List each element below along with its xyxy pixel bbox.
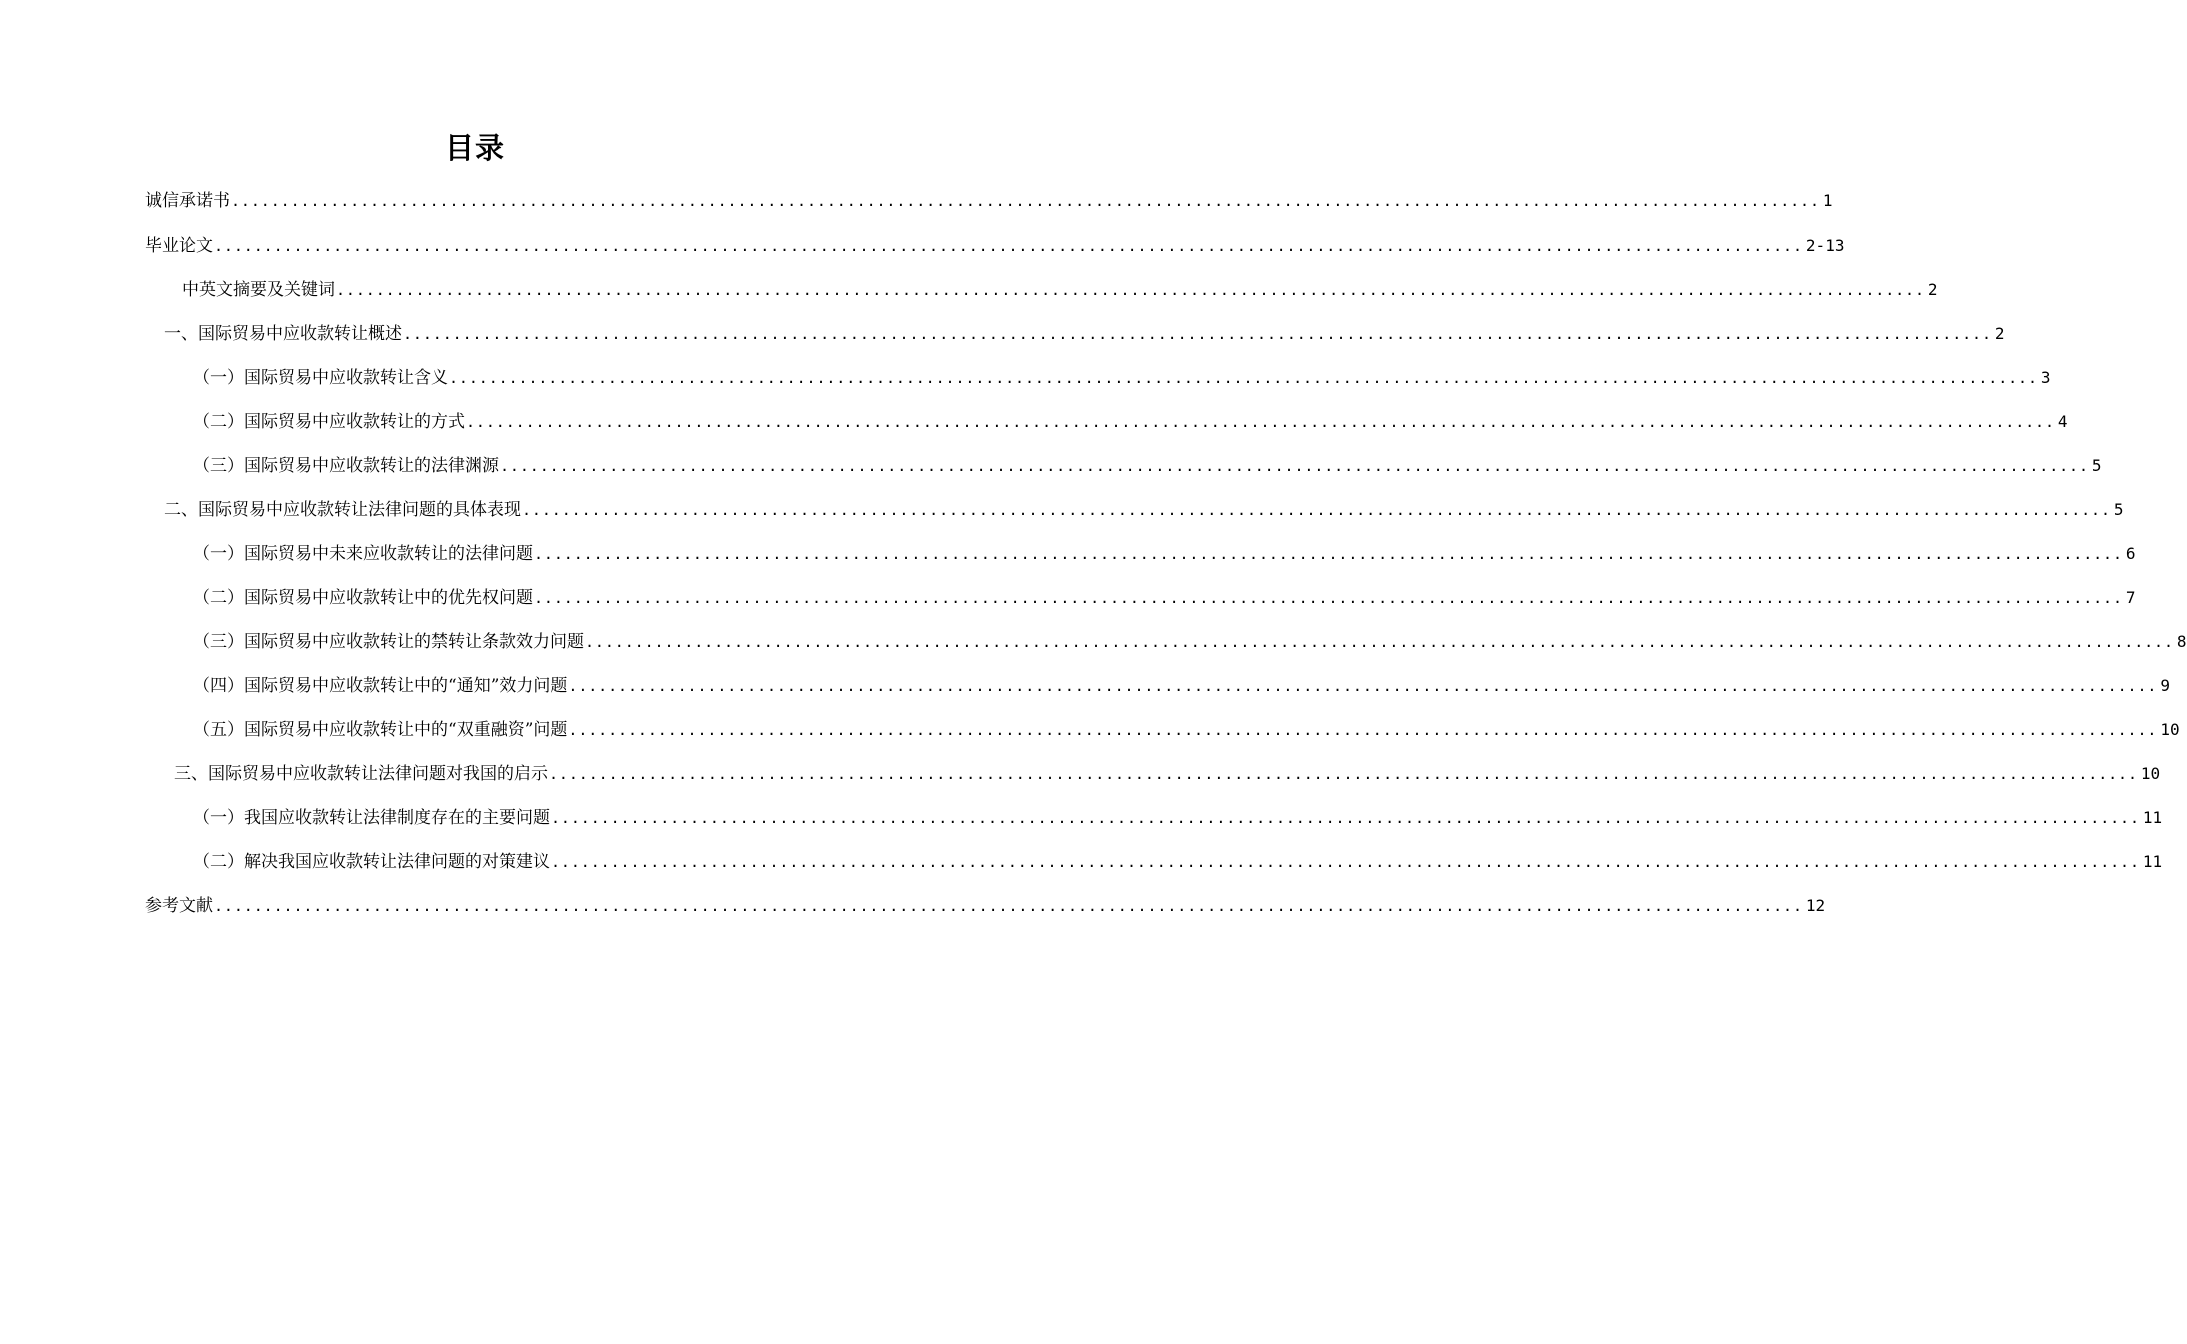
toc-dot-leader: ................................................................................................................................................................ [466, 413, 2055, 431]
toc-entry-label: （一）国际贸易中未来应收款转让的法律问题 [193, 544, 533, 564]
toc-entry-label: 中英文摘要及关键词 [182, 280, 335, 300]
toc-entry-label: 二、国际贸易中应收款转让法律问题的具体表现 [164, 500, 521, 520]
toc-entry-page: 12 [1805, 896, 1826, 915]
toc-dot-leader: ................................................................................................................................................................ [500, 457, 2089, 475]
toc-entry-section-1[interactable] [164, 320, 2005, 348]
toc-dot-leader: ................................................................................................................................................................ [551, 853, 2140, 871]
toc-entry-page: 10 [2160, 720, 2180, 739]
toc-entry-references[interactable] [145, 892, 1826, 920]
toc-entry-section-2-3[interactable] [193, 628, 2187, 656]
toc-dot-leader: ................................................................................................................................................................ [585, 633, 2174, 651]
toc-entry-label: （五）国际贸易中应收款转让中的“双重融资”问题 [193, 720, 568, 740]
toc-dot-leader: ................................................................................................................................................................ [522, 501, 2111, 519]
toc-entry-label: （三）国际贸易中应收款转让的法律渊源 [193, 456, 499, 476]
toc-entry-page: 11 [2142, 852, 2163, 871]
toc-dot-leader: ................................................................................................................................................................ [534, 545, 2123, 563]
toc-entry-section-3-1[interactable] [193, 804, 2163, 832]
toc-entry-label: （四）国际贸易中应收款转让中的“通知”效力问题 [193, 676, 568, 696]
toc-dot-leader: ................................................................................................................................................................ [449, 369, 2038, 387]
toc-entry-label: （二）国际贸易中应收款转让中的优先权问题 [193, 588, 533, 608]
toc-entry-page: 9 [2160, 676, 2170, 695]
toc-title: 目录 [444, 131, 505, 165]
toc-entry-abstract[interactable] [182, 276, 1938, 304]
toc-entry-label: 参考文献 [145, 896, 213, 916]
toc-entry-section-3[interactable] [174, 760, 2161, 788]
toc-entry-section-1-3[interactable] [193, 452, 2102, 480]
toc-entry-page: 4 [2057, 412, 2068, 431]
toc-entry-section-1-2[interactable] [193, 408, 2068, 436]
toc-entry-label: 一、国际贸易中应收款转让概述 [164, 324, 402, 344]
toc-entry-page: 5 [2113, 500, 2124, 519]
toc-dot-leader: ................................................................................................................................................................ [568, 721, 2158, 739]
toc-entry-section-3-2[interactable] [193, 848, 2163, 876]
toc-entry-label: 毕业论文 [145, 236, 213, 256]
toc-entry-label: （三）国际贸易中应收款转让的禁转让条款效力问题 [193, 632, 584, 652]
toc-entry-page: 3 [2040, 368, 2051, 387]
toc-entry-page: 7 [2125, 588, 2136, 607]
toc-entry-page: 1 [1822, 191, 1833, 210]
toc-dot-leader: ................................................................................................................................................................ [551, 809, 2140, 827]
toc-entry-page: 11 [2142, 808, 2163, 827]
toc-entry-label: 三、国际贸易中应收款转让法律问题对我国的启示 [174, 764, 548, 784]
toc-entry-page: 8 [2176, 632, 2187, 651]
toc-entry-section-2[interactable] [164, 496, 2124, 524]
toc-entry-page: 2-13 [1805, 236, 1845, 255]
toc-dot-leader: ................................................................................................................................................................ [336, 281, 1925, 299]
toc-entry-integrity-pledge[interactable] [145, 187, 1833, 215]
toc-entry-label: （一）国际贸易中应收款转让含义 [193, 368, 448, 388]
toc-dot-leader: ................................................................................................................................................................ [403, 325, 1992, 343]
toc-entry-label: （二）国际贸易中应收款转让的方式 [193, 412, 465, 432]
toc-entry-section-2-2[interactable] [193, 584, 2136, 612]
toc-dot-leader: ................................................................................................................................................................ [231, 192, 1820, 210]
toc-dot-leader: ................................................................................................................................................................ [214, 237, 1803, 255]
toc-entry-section-2-5[interactable] [193, 716, 2180, 744]
toc-entry-section-2-4[interactable] [193, 672, 2170, 700]
toc-dot-leader: ................................................................................................................................................................ [549, 765, 2138, 783]
toc-entry-page: 5 [2091, 456, 2102, 475]
toc-entry-section-2-1[interactable] [193, 540, 2136, 568]
toc-dot-leader: ................................................................................................................................................................ [568, 677, 2158, 695]
toc-entry-label: （一）我国应收款转让法律制度存在的主要问题 [193, 808, 550, 828]
toc-entry-page: 2 [1927, 280, 1938, 299]
toc-entry-label: （二）解决我国应收款转让法律问题的对策建议 [193, 852, 550, 872]
toc-entry-page: 10 [2140, 764, 2161, 783]
toc-dot-leader: ................................................................................................................................................................ [214, 897, 1803, 915]
toc-dot-leader: ................................................................................................................................................................ [534, 589, 2123, 607]
toc-entry-thesis[interactable] [145, 232, 1845, 260]
toc-entry-page: 2 [1994, 324, 2005, 343]
toc-entry-page: 6 [2125, 544, 2136, 563]
toc-entry-label: 诚信承诺书 [145, 191, 230, 211]
toc-entry-section-1-1[interactable] [193, 364, 2051, 392]
